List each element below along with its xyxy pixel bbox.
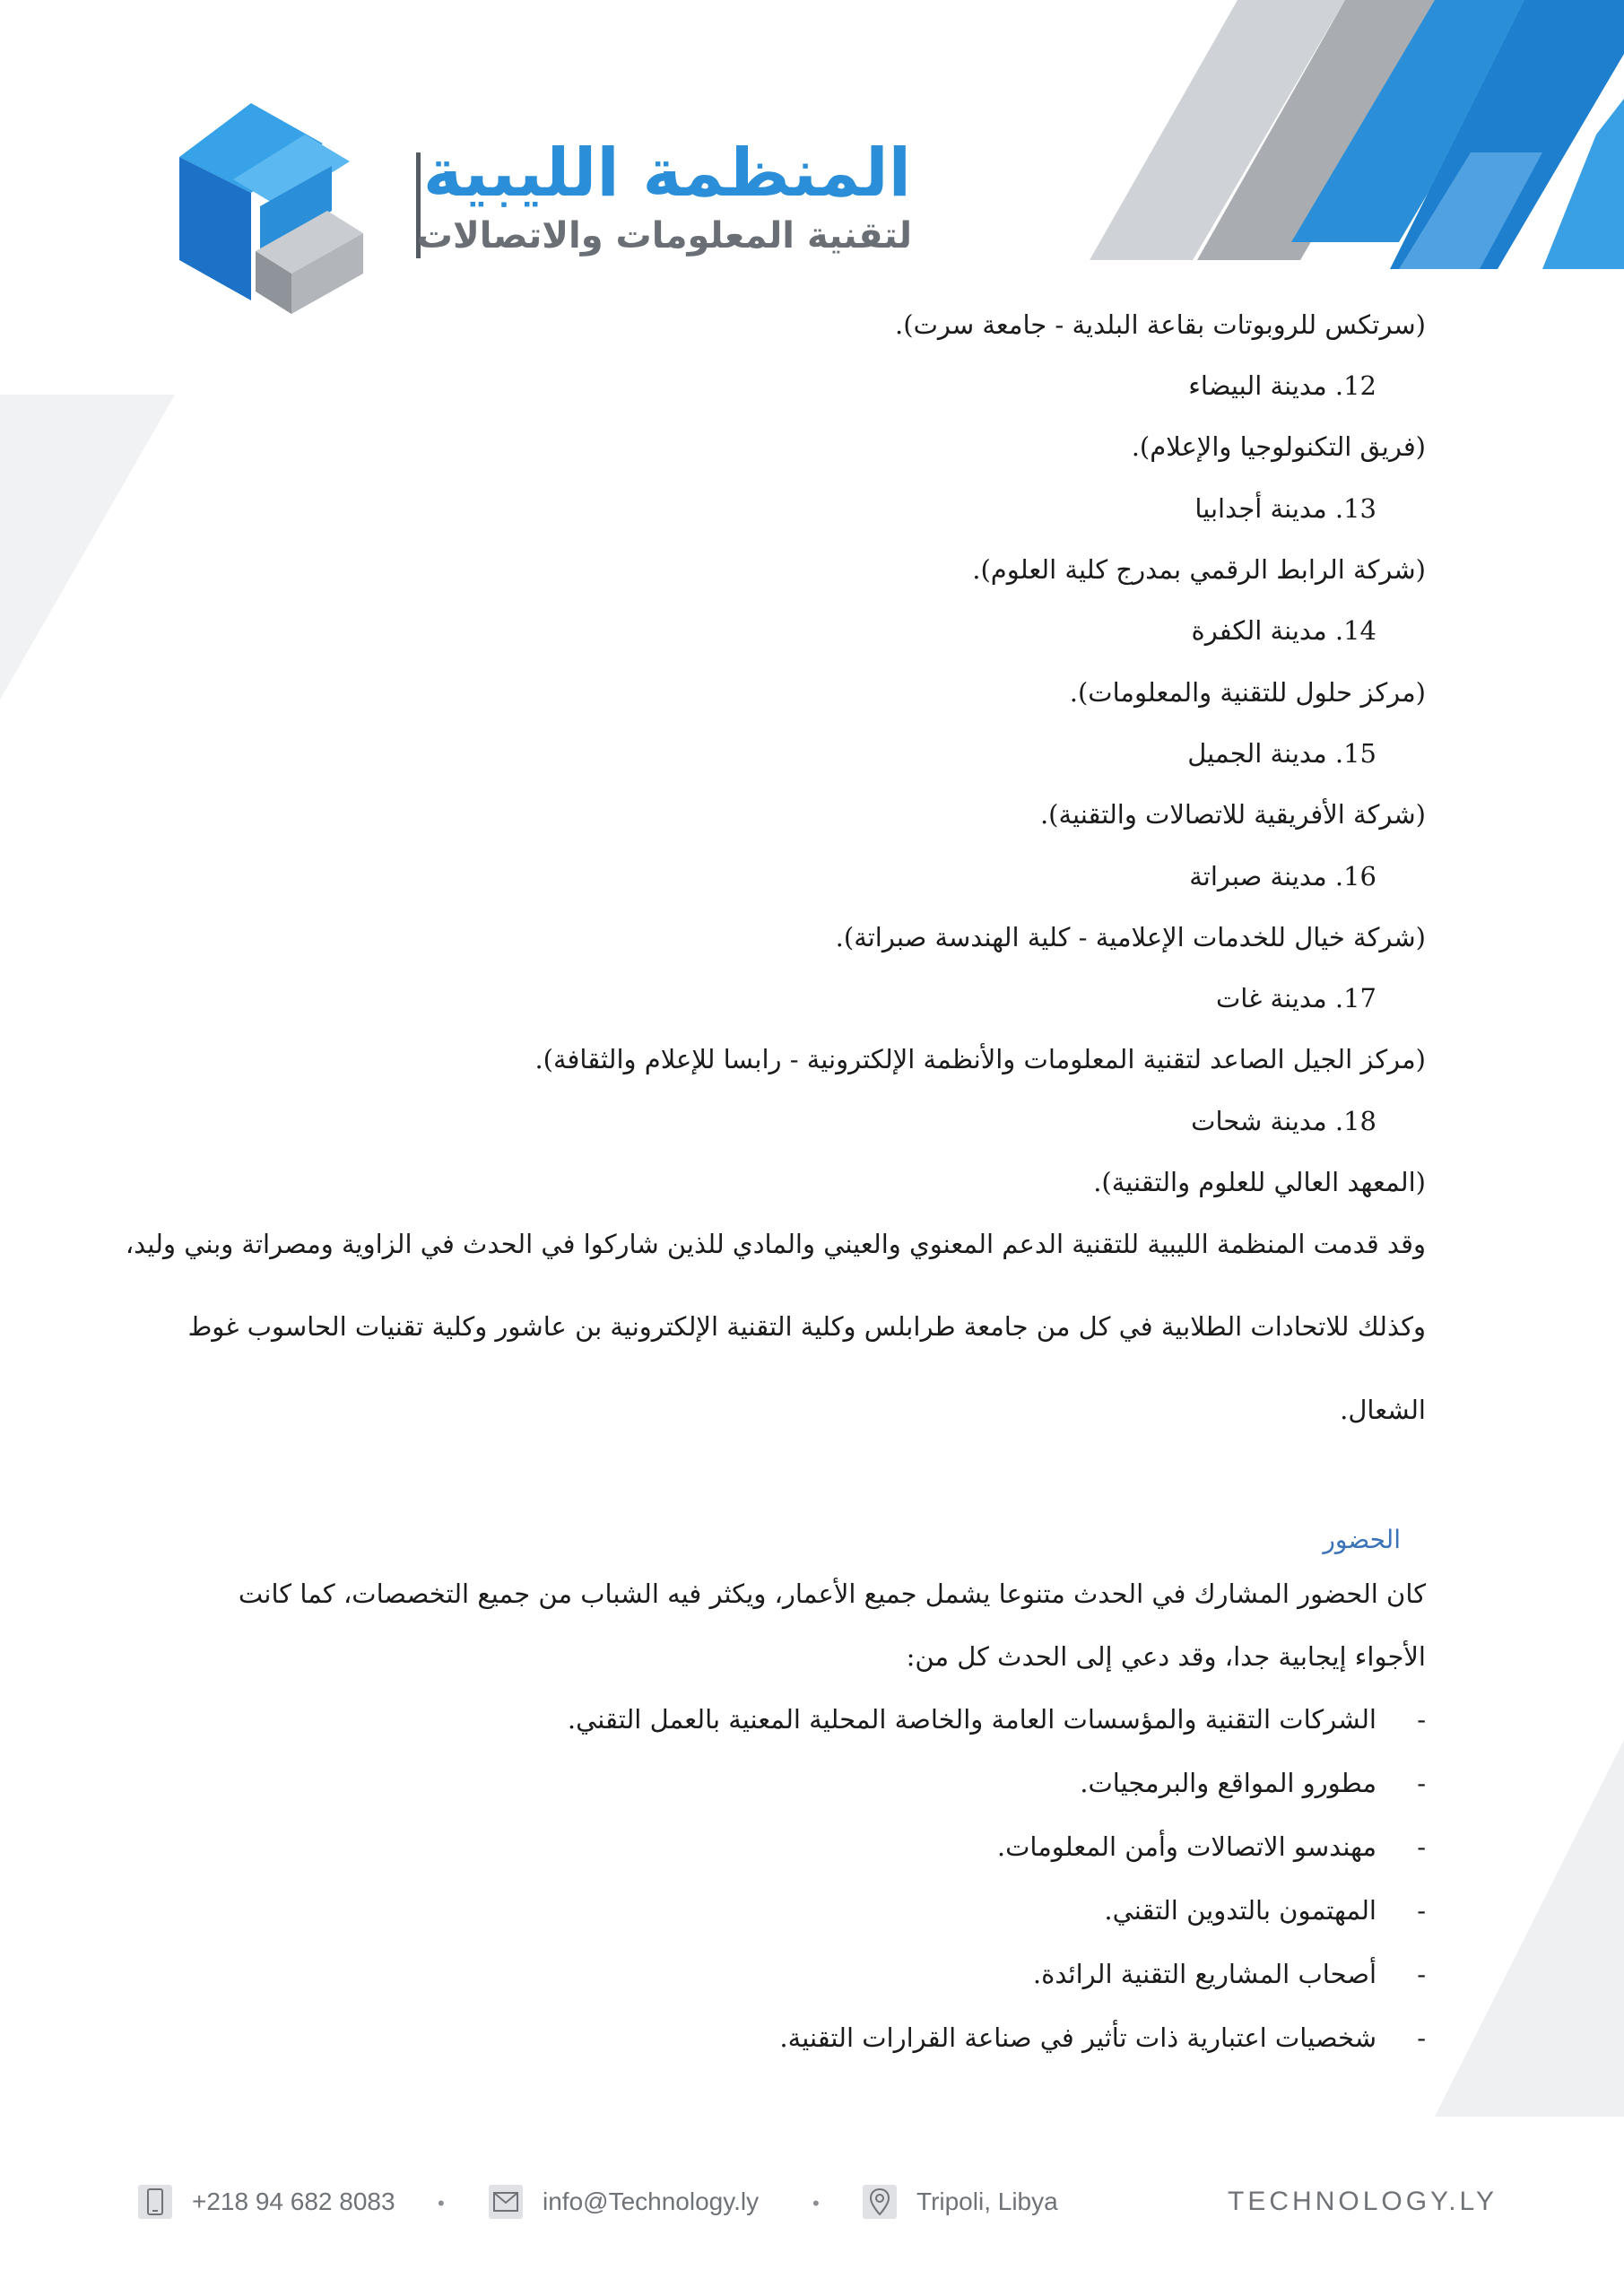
bullet-marker: - (1417, 1704, 1426, 1735)
list-item: (مركز حلول للتقنية والمعلومات). (1069, 677, 1426, 708)
city-item: 14. مدينة الكفرة (1191, 615, 1376, 646)
footer-location (863, 2179, 1058, 2224)
location-pin-icon (863, 2185, 897, 2219)
support-paragraph-line: وقد قدمت المنظمة الليبية للتقنية الدعم المعنوي والعيني والمادي للذين شاركوا في الحدث في الزاوية ومصراتة وبني وليد، (125, 1229, 1426, 1259)
right-faint-shape (1435, 1740, 1624, 2117)
city-item: 12. مدينة البيضاء (1188, 370, 1376, 401)
city-item: 17. مدينة غات (1216, 983, 1376, 1013)
support-paragraph-line: وكذلك للاتحادات الطلابية في كل من جامعة طرابلس وكلية التقنية الإلكترونية بن عاشور وكلية تقنيات الحاسوب غوط (187, 1311, 1426, 1342)
footer-email[interactable] (489, 2179, 759, 2224)
section-title-attendance: الحضور (1323, 1525, 1401, 1554)
footer-location-text: Tripoli, Libya (916, 2187, 1058, 2215)
footer-website[interactable]: TECHNOLOGY.LY (1228, 2187, 1498, 2216)
bullet-marker: - (1417, 1959, 1426, 1989)
organization-name: المنظمة الليبية (422, 135, 911, 212)
city-item: 18. مدينة شحات (1191, 1106, 1376, 1136)
bullet-marker: - (1417, 1831, 1426, 1862)
list-item: (المعهد العالي للعلوم والتقنية). (1093, 1167, 1426, 1197)
bullet-text: مطورو المواقع والبرمجيات. (1080, 1768, 1376, 1798)
list-item: (سرتكس للروبوتات بقاعة البلدية - جامعة سرت). (895, 309, 1426, 340)
left-faint-shape (0, 395, 175, 700)
bullet-marker: - (1417, 1895, 1426, 1926)
mail-icon (489, 2185, 523, 2219)
bullet-marker: - (1417, 2022, 1426, 2053)
attendance-paragraph-line: كان الحضور المشارك في الحدث متنوعا يشمل جميع الأعمار، ويكثر فيه الشباب من جميع التخصصات، كما كانت (238, 1578, 1426, 1609)
city-item: 15. مدينة الجميل (1187, 738, 1376, 769)
footer-separator: • (438, 2192, 445, 2214)
bullet-text: شخصيات اعتبارية ذات تأثير في صناعة القرارات التقنية. (779, 2022, 1376, 2053)
city-item: 13. مدينة أجدابيا (1194, 493, 1376, 524)
footer-separator: • (812, 2192, 820, 2214)
city-item: 16. مدينة صبراتة (1189, 861, 1376, 891)
bullet-text: أصحاب المشاريع التقنية الرائدة. (1032, 1959, 1376, 1989)
list-item: (شركة الأفريقية للاتصالات والتقنية). (1039, 799, 1426, 830)
bullet-text: المهتمون بالتدوين التقني. (1104, 1895, 1376, 1926)
organization-logo (170, 94, 368, 318)
list-item: (فريق التكنولوجيا والإعلام). (1131, 431, 1426, 462)
organization-subtitle: لتقنية المعلومات والاتصالات (416, 215, 912, 257)
bullet-text: مهندسو الاتصالات وأمن المعلومات. (996, 1831, 1376, 1862)
phone-icon (138, 2185, 172, 2219)
bullet-marker: - (1417, 1768, 1426, 1798)
bullet-text: الشركات التقنية والمؤسسات العامة والخاصة المحلية المعنية بالعمل التقني. (567, 1704, 1376, 1735)
page-footer (135, 2179, 1498, 2224)
footer-email-text: info@Technology.ly (543, 2187, 760, 2215)
footer-phone[interactable] (138, 2179, 395, 2224)
attendance-paragraph-line: الأجواء إيجابية جدا، وقد دعي إلى الحدث كل من: (906, 1641, 1426, 1672)
list-item: (مركز الجيل الصاعد لتقنية المعلومات والأنظمة الإلكترونية - رابسا للإعلام والثقافة). (534, 1044, 1426, 1074)
footer-phone-text: +218 94 682 8083 (192, 2187, 395, 2215)
list-item: (شركة خيال للخدمات الإعلامية - كلية الهندسة صبراتة). (835, 922, 1426, 952)
support-paragraph-line: الشعال. (1340, 1395, 1426, 1425)
list-item: (شركة الرابط الرقمي بمدرج كلية العلوم). (972, 554, 1426, 585)
